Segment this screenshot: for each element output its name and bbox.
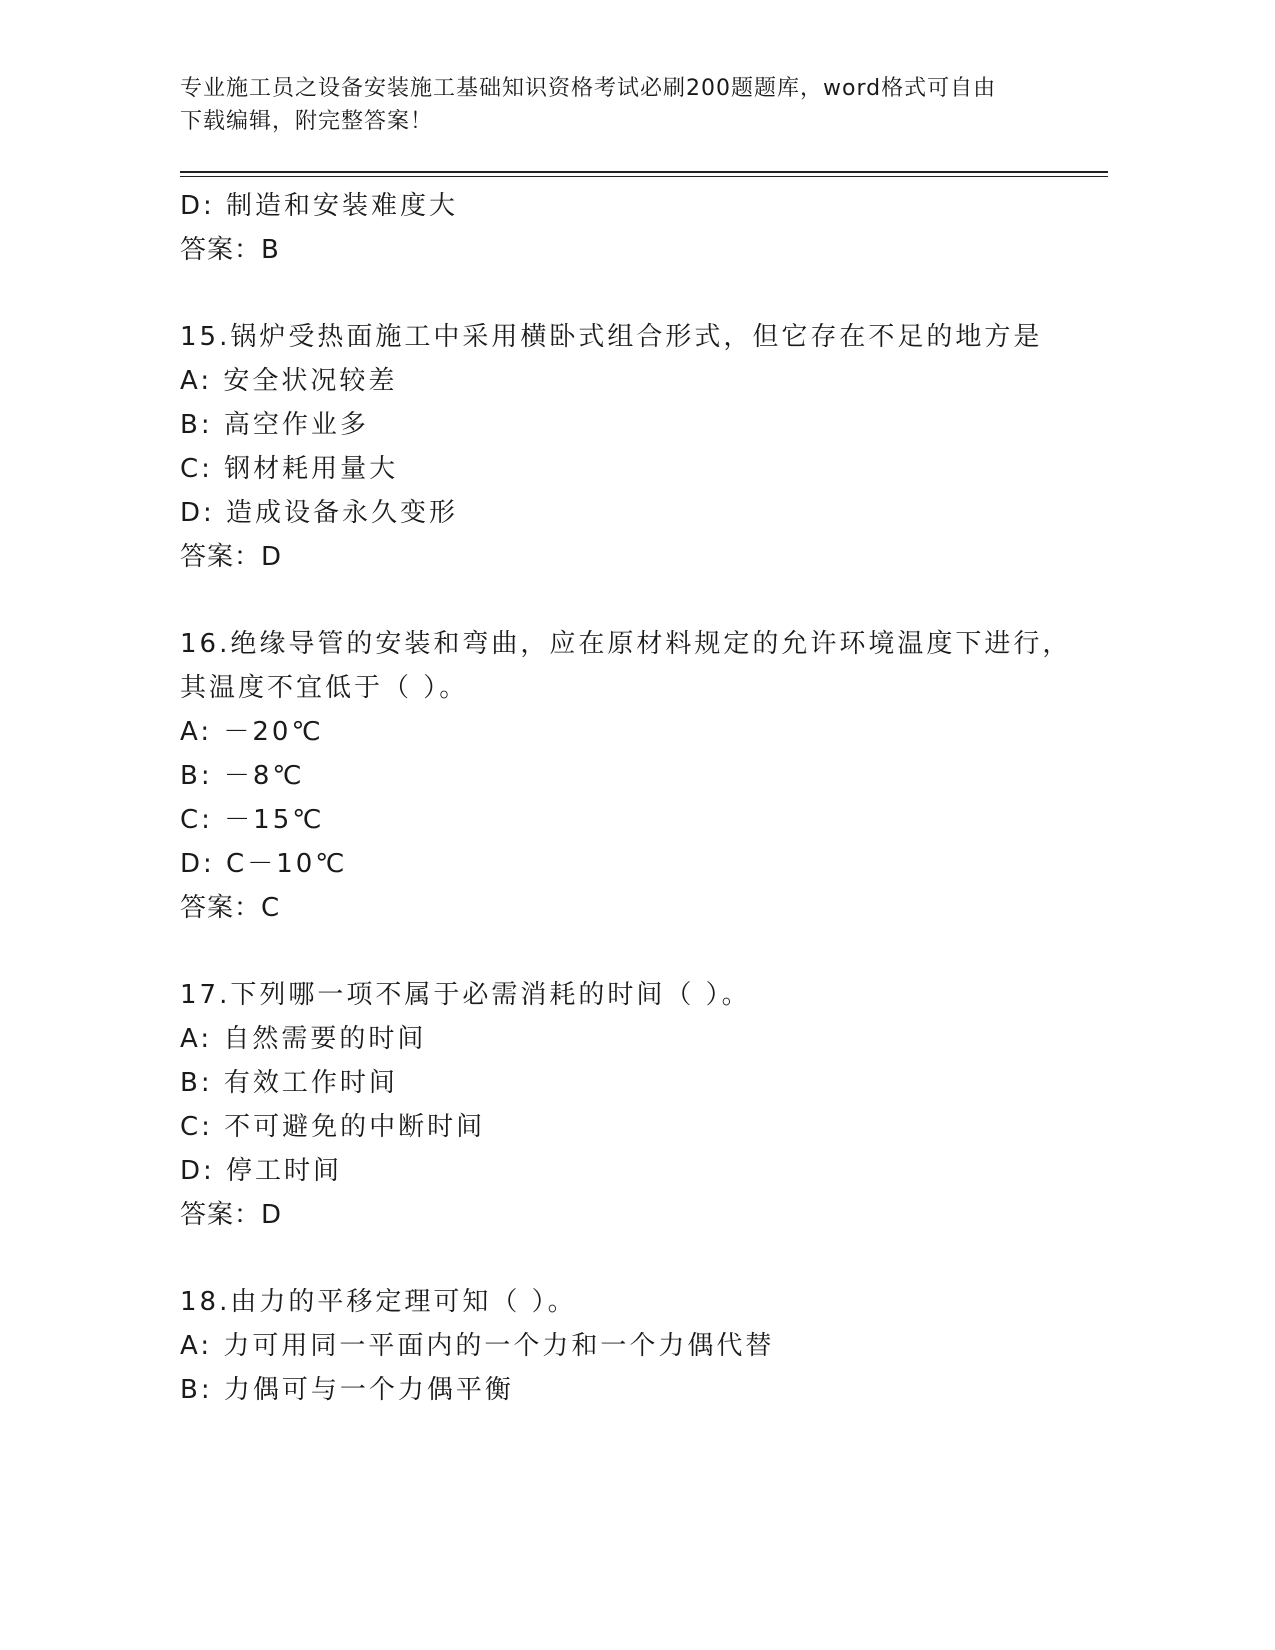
document-header [180, 72, 1060, 138]
header-rule-thin [180, 176, 1108, 177]
option-a: A: 力可用同一平面内的一个力和一个力偶代替 [180, 1331, 775, 1361]
option-b: B: 高空作业多 [180, 410, 369, 440]
header-line-2: 下载编辑，附完整答案！ [180, 109, 434, 134]
question-block-18 [180, 1280, 1100, 1412]
option-a: A: －20℃ [180, 717, 324, 747]
option-d: D: 停工时间 [180, 1156, 343, 1186]
answer-line: 答案：C [180, 893, 281, 923]
question-text: 17.下列哪一项不属于必需消耗的时间（ ）。 [180, 980, 751, 1010]
question-text-line-2: 其温度不宜低于（ ）。 [180, 673, 469, 703]
option-b: B: 有效工作时间 [180, 1068, 398, 1098]
question-text-line-1: 16.绝缘导管的安装和弯曲，应在原材料规定的允许环境温度下进行， [180, 629, 1072, 659]
spacer [180, 272, 1100, 315]
spacer [180, 930, 1100, 973]
option-d: D: C－10℃ [180, 849, 348, 879]
answer-line: 答案：D [180, 542, 283, 572]
spacer [180, 579, 1100, 622]
option-a: A: 安全状况较差 [180, 366, 398, 396]
option-c: C: －15℃ [180, 805, 325, 835]
question-text: 18.由力的平移定理可知（ ）。 [180, 1287, 577, 1317]
option-b: B: 力偶可与一个力偶平衡 [180, 1375, 514, 1405]
header-line-1: 专业施工员之设备安装施工基础知识资格考试必刷200题题库，word格式可自由 [180, 76, 997, 101]
answer-line: 答案：D [180, 1200, 283, 1230]
answer-line: 答案：B [180, 235, 280, 265]
question-block-17 [180, 973, 1100, 1237]
header-rule-thick [180, 171, 1108, 173]
question-block-14 [180, 184, 1100, 272]
spacer [180, 1237, 1100, 1280]
question-list [180, 184, 1100, 1412]
question-text: 15.锅炉受热面施工中采用横卧式组合形式，但它存在不足的地方是 [180, 322, 1043, 352]
option-b: B: －8℃ [180, 761, 305, 791]
option-a: A: 自然需要的时间 [180, 1024, 427, 1054]
question-block-15 [180, 315, 1100, 579]
question-block-16 [180, 622, 1100, 930]
option-c: C: 钢材耗用量大 [180, 454, 399, 484]
option-d: D: 造成设备永久变形 [180, 498, 459, 528]
option-c: C: 不可避免的中断时间 [180, 1112, 486, 1142]
option-d: D: 制造和安装难度大 [180, 191, 459, 221]
